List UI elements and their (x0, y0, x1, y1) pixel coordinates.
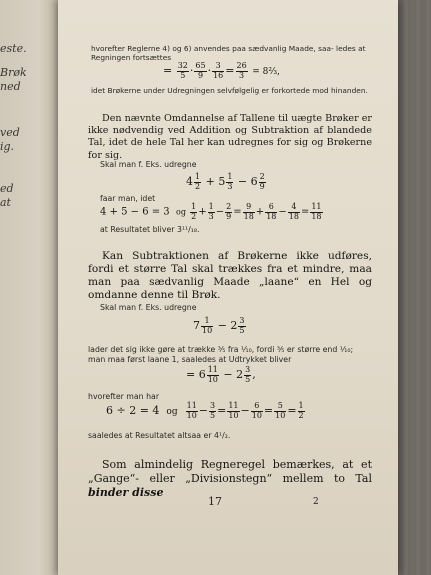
equation-split: 4 + 5 − 6 = 3 og $\frac{1}{2}$ + $\frac{1}{3}$ − $\frac{2}{9}$ = $\frac{9}{18}$ + $\frac{6}{18}$ − $\frac{4}{18}$ = $\frac{11}{18}$ (100, 202, 322, 221)
paragraph-borrow: Kan Subtraktionen af Brøkerne ikke udføres, fordi et større Tal skal trækkes fra et mindre, maa man paa sædvanlig Maade „laane“ en Hel og omdanne denne til Brøk. (88, 250, 372, 301)
paragraph-cannot-subtract: lader det sig ikke gøre at trække ³⁄₅ fra ¹⁄₁₀, fordi ³⁄₅ er større end ¹⁄₁₀; man maa først laane 1, saaledes at Udtrykket bliver (88, 345, 354, 364)
signature-mark: 2 (313, 497, 319, 507)
label-example-2: Skal man f. Eks. udregne (100, 303, 197, 312)
equation-mixed-diff: 7 $\frac{1}{10}$ − 2 $\frac{3}{5}$ (193, 316, 245, 335)
book-page (58, 0, 398, 575)
paragraph-conversion: Den nævnte Omdannelse af Tallene til uægte Brøker er ikke nødvendig ved Addition og Subtraktion af blandede Tal, idet de hele Tal her kan udregnes for sig og Brøkerne for sig. (88, 113, 372, 161)
equation-final: 6 ÷ 2 = 4 og $\frac{11}{10}$ − $\frac{3}{5}$ = $\frac{11}{10}$ − $\frac{6}{10}$ = $\frac{5}{10}$ = $\frac{1}{2}$ (106, 401, 304, 420)
paragraph-intro: hvorefter Reglerne 4) og 6) anvendes paa sædvanlig Maade, saa- ledes at Regningen fortsættes (91, 44, 366, 62)
paragraph-rule: Som almindelig Regneregel bemærkes, at et „Gange“- eller „Divisionstegn“ mellem to Tal binder disse (88, 458, 372, 499)
label-example-1: Skal man f. Eks. udregne (100, 160, 197, 169)
left-fragment: ned (0, 80, 21, 93)
left-page-edge (0, 0, 60, 575)
table-stripe (404, 0, 408, 575)
label-whereupon: hvorefter man har (88, 392, 160, 401)
table-stripe (426, 0, 430, 575)
page-number: 17 (208, 495, 222, 508)
equation-mixed-sum: 4 $\frac{1}{2}$ + 5 $\frac{1}{3}$ − 6 $\frac{2}{9}$ (186, 172, 265, 191)
left-fragment: ed (0, 182, 14, 195)
paragraph-reduced: idet Brøkerne under Udregningen selvfølgelig er forkortede mod hinanden. (91, 86, 368, 95)
left-fragment: ig. (0, 140, 15, 153)
label-since: faar man, idet (100, 194, 156, 203)
left-fragment: Brøk (0, 66, 27, 79)
left-fragment: este. (0, 42, 27, 55)
equation-borrowed: = 6 $\frac{11}{10}$ − 2 $\frac{3}{5}$ , (186, 365, 256, 384)
label-result-1: at Resultatet bliver 3¹¹/₁₈. (100, 225, 200, 234)
left-fragment: at (0, 196, 11, 209)
left-fragment: ved (0, 126, 20, 139)
equation-product: = $\frac{32}{5}$ · $\frac{65}{9}$ · $\frac{3}{16}$ = $\frac{26}{3}$ = 8⅔, (163, 61, 280, 80)
table-stripe (416, 0, 420, 575)
label-result-2: saaledes at Resultatet altsaa er 4¹/₂. (88, 431, 231, 440)
